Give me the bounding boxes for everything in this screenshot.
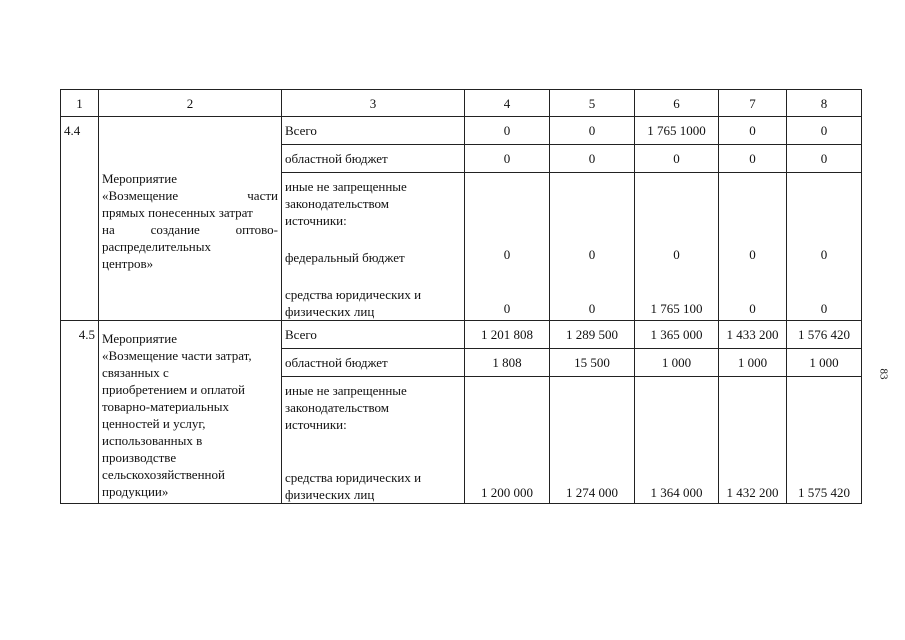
value-cell: 1 765 1000 <box>635 117 719 145</box>
header-cell: 6 <box>635 90 719 117</box>
source-label: Всего <box>282 117 465 145</box>
value-cell: 0 <box>550 117 635 145</box>
value-cell: 1 575 420 <box>787 377 862 504</box>
value-cell: 0 <box>588 247 596 262</box>
value-cell: 1 432 200 <box>719 377 787 504</box>
event-line: товарно-материальных <box>102 398 230 414</box>
value-cell: 0 <box>465 117 550 145</box>
item-number: 4.4 <box>61 117 99 321</box>
value-cell: 0 <box>673 247 680 262</box>
value-cell: 0 <box>820 301 828 316</box>
source-line: иные не запрещенные <box>285 383 407 398</box>
source-line: физических лиц <box>285 304 375 319</box>
table-row <box>61 117 862 145</box>
value-cell: 0 <box>635 145 719 173</box>
item-number: 4.5 <box>61 321 99 504</box>
value-cell: 0 <box>465 145 550 173</box>
event-description <box>99 117 282 321</box>
header-row <box>61 90 862 117</box>
event-line: на создание оптово- <box>102 222 278 237</box>
value-column <box>635 173 719 321</box>
value-cell: 1 808 <box>465 349 550 377</box>
budget-table <box>60 89 862 504</box>
source-line: источники: <box>285 213 347 228</box>
header-cell: 5 <box>550 90 635 117</box>
event-line: приобретением и оплатой <box>102 381 245 397</box>
source-line: иные не запрещенные <box>285 179 407 194</box>
event-line: «Возмещение части затрат, <box>102 347 252 363</box>
event-line: продукции» <box>102 483 169 499</box>
event-line: ценностей и услуг, <box>102 415 206 431</box>
value-cell: 0 <box>749 301 756 316</box>
value-column <box>465 173 550 321</box>
value-cell: 0 <box>787 117 862 145</box>
header-cell: 3 <box>282 90 465 117</box>
source-label <box>282 173 465 321</box>
value-cell: 1 000 <box>719 349 787 377</box>
value-cell: 0 <box>588 301 596 316</box>
event-line: «Возмещение части <box>102 188 278 203</box>
source-label: Всего <box>282 321 465 349</box>
value-cell: 1 365 000 <box>635 321 719 349</box>
event-line: распределительных <box>102 239 211 254</box>
event-line: центров» <box>102 256 154 271</box>
source-label <box>282 377 465 504</box>
value-cell: 1 289 500 <box>550 321 635 349</box>
value-cell: 1 200 000 <box>465 377 550 504</box>
value-cell: 1 576 420 <box>787 321 862 349</box>
source-line: средства юридических и <box>285 470 422 485</box>
source-line: средства юридических и <box>285 287 422 302</box>
value-cell: 1 364 000 <box>635 377 719 504</box>
value-cell: 0 <box>719 117 787 145</box>
value-cell: 0 <box>820 247 828 262</box>
event-line: прямых понесенных затрат <box>102 205 253 220</box>
event-line: Мероприятие <box>102 330 177 346</box>
event-line: Мероприятие <box>102 171 177 186</box>
source-line: источники: <box>285 417 347 432</box>
source-label: областной бюджет <box>282 145 465 173</box>
event-description <box>99 321 282 504</box>
header-cell: 1 <box>61 90 99 117</box>
source-line: законодательством <box>285 400 390 415</box>
header-cell: 4 <box>465 90 550 117</box>
value-cell: 0 <box>749 247 756 262</box>
event-line: сельскохозяйственной <box>102 466 225 482</box>
value-cell: 0 <box>787 145 862 173</box>
value-cell: 0 <box>503 301 511 316</box>
header-cell: 8 <box>787 90 862 117</box>
header-cell: 2 <box>99 90 282 117</box>
value-cell: 0 <box>550 145 635 173</box>
source-label: областной бюджет <box>282 349 465 377</box>
value-cell: 1 000 <box>635 349 719 377</box>
event-line: связанных с <box>102 364 169 380</box>
value-cell: 1 000 <box>787 349 862 377</box>
header-cell: 7 <box>719 90 787 117</box>
value-cell: 15 500 <box>550 349 635 377</box>
source-line: федеральный бюджет <box>285 250 405 265</box>
event-line: производстве <box>102 449 177 465</box>
page-number: 83 <box>877 368 890 380</box>
value-column <box>550 173 635 321</box>
value-cell: 1 274 000 <box>550 377 635 504</box>
value-cell: 1 765 100 <box>650 301 703 316</box>
value-cell: 0 <box>503 247 511 262</box>
value-column <box>787 173 862 321</box>
table-row <box>61 321 862 349</box>
value-cell: 0 <box>719 145 787 173</box>
source-line: физических лиц <box>285 487 375 502</box>
source-line: законодательством <box>285 196 390 211</box>
value-cell: 1 201 808 <box>465 321 550 349</box>
event-line: использованных в <box>102 432 203 448</box>
value-cell: 1 433 200 <box>719 321 787 349</box>
value-column <box>719 173 787 321</box>
